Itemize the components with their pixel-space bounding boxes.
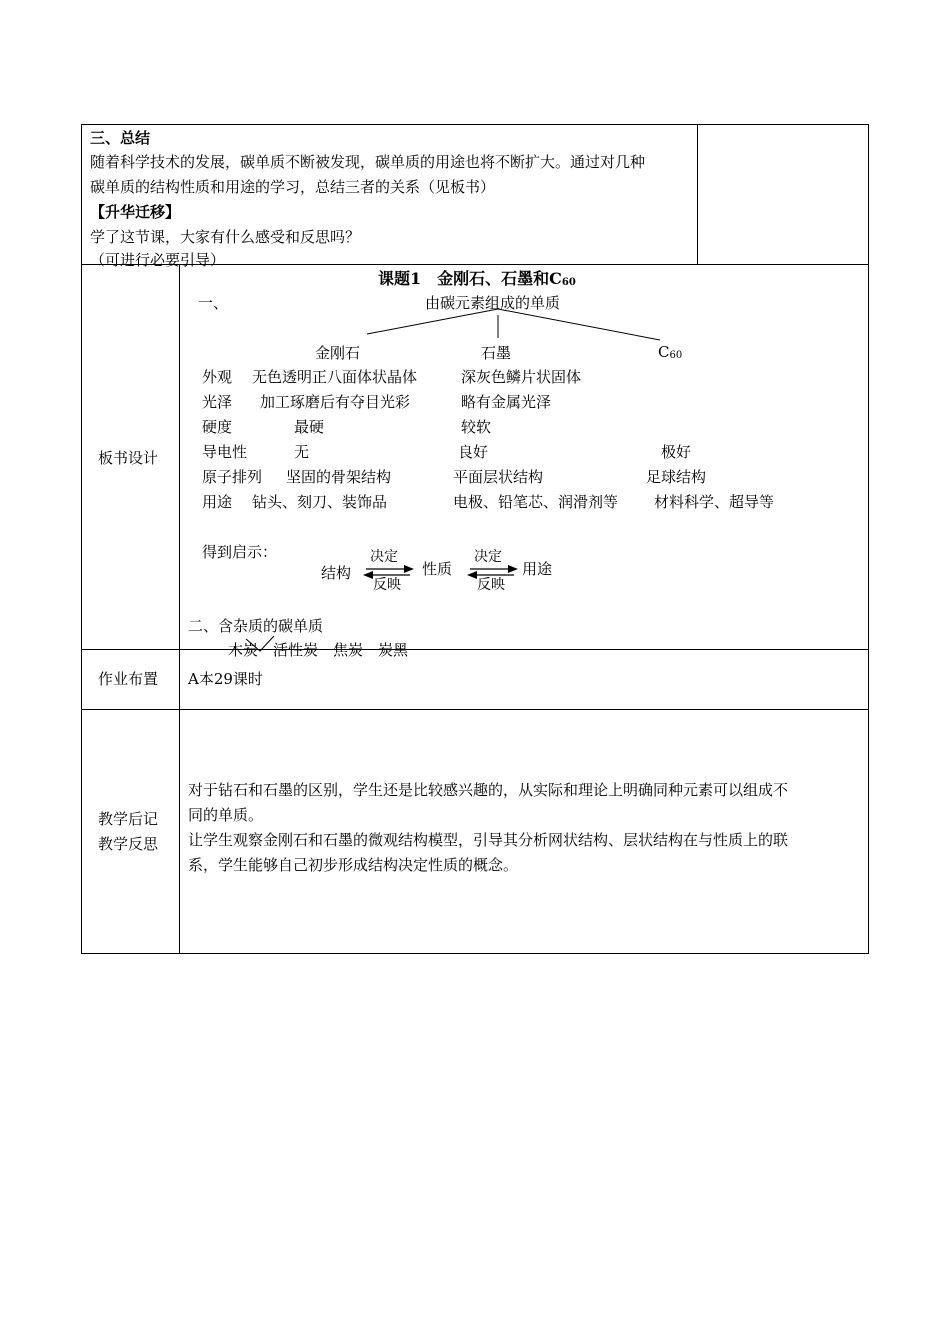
row-label: 光泽: [202, 393, 233, 411]
row-diamond-value: 无: [294, 443, 310, 461]
row-label: 用途: [202, 493, 233, 511]
row-graphite-value: 深灰色鳞片状固体: [461, 368, 582, 386]
flow-arrows: [180, 265, 868, 649]
section-2-cut-line: 木炭 活性炭 焦炭 炭黑: [228, 641, 409, 659]
row-label: 原子排列: [202, 468, 263, 486]
section-1-label: 一、: [198, 294, 229, 312]
board-title: 课题1 金刚石、石墨和$C_{60}$: [378, 269, 576, 288]
summary-cell: [82, 125, 697, 269]
homework-value: A本29课时: [188, 670, 263, 688]
row-c60-value: 材料科学、超导等: [654, 493, 775, 511]
reflection-label-2: 教学反思: [98, 835, 159, 853]
homework-label: 作业布置: [98, 670, 159, 688]
flow-bottom-label-1: 反映: [373, 577, 401, 593]
board-label: 板书设计: [98, 449, 159, 467]
row-label: 导电性: [202, 443, 248, 461]
row-diamond-value: 加工琢磨后有夺目光彩: [260, 393, 411, 411]
insight-label: 得到启示：: [202, 543, 278, 561]
row-graphite-value: 较软: [461, 418, 492, 436]
flow-property: 性质: [422, 560, 453, 578]
row-graphite-value: 平面层状结构: [453, 468, 544, 486]
flow-use: 用途: [522, 560, 553, 578]
summary-line-4: （可进行必要引导）: [90, 251, 226, 269]
reflection-p1-line2: 同的单质。: [188, 806, 264, 824]
reflection-p2-line1: 让学生观察金刚石和石墨的微观结构模型，引导其分析网状结构、层状结构在与性质上的联: [188, 831, 789, 849]
reflection-label-1: 教学后记: [98, 810, 159, 828]
tree-col-graphite: 石墨: [481, 344, 512, 362]
reflection-p2-line2: 系，学生能够自己初步形成结构决定性质的概念。: [188, 856, 519, 874]
tree-col-c60: $C_{60}$: [658, 343, 683, 361]
summary-line-3: 学了这节课，大家有什么感受和反思吗？: [90, 228, 361, 246]
flow-structure: 结构: [321, 564, 352, 582]
flow-bottom-label-2: 反映: [477, 577, 505, 593]
row-graphite-value: 良好: [458, 443, 489, 461]
row-diamond-value: 最硬: [294, 418, 325, 436]
flow-top-label-2: 决定: [474, 549, 502, 565]
flow-top-label-1: 决定: [370, 549, 398, 565]
tree-root: 由碳元素组成的单质: [425, 294, 561, 312]
summary-heading: 三、总结: [90, 129, 151, 147]
summary-line-2: 碳单质的结构性质和用途的学习，总结三者的关系（见板书）: [90, 178, 496, 196]
row-diamond-value: 无色透明正八面体状晶体: [252, 368, 418, 386]
summary-line-1: 随着科学技术的发展，碳单质不断被发现，碳单质的用途也将不断扩大。通过对几种: [90, 153, 646, 171]
row-graphite-value: 电极、铅笔芯、润滑剂等: [453, 493, 619, 511]
tree-col-diamond: 金刚石: [315, 344, 361, 362]
section-2-label: 二、含杂质的碳单质: [188, 617, 324, 635]
board-cell: [180, 265, 868, 659]
row-graphite-value: 略有金属光泽: [461, 393, 552, 411]
row-c60-value: 极好: [661, 443, 692, 461]
row-label: 外观: [202, 368, 233, 386]
row-c60-value: 足球结构: [646, 468, 707, 486]
summary-subheading: 【升华迁移】: [90, 203, 181, 221]
row-diamond-value: 坚固的骨架结构: [286, 468, 392, 486]
row-diamond-value: 钻头、刻刀、装饰品: [252, 493, 388, 511]
reflection-p1-line1: 对于钻石和石墨的区别，学生还是比较感兴趣的，从实际和理论上明确同种元素可以组成不: [188, 781, 789, 799]
row-label: 硬度: [202, 418, 233, 436]
